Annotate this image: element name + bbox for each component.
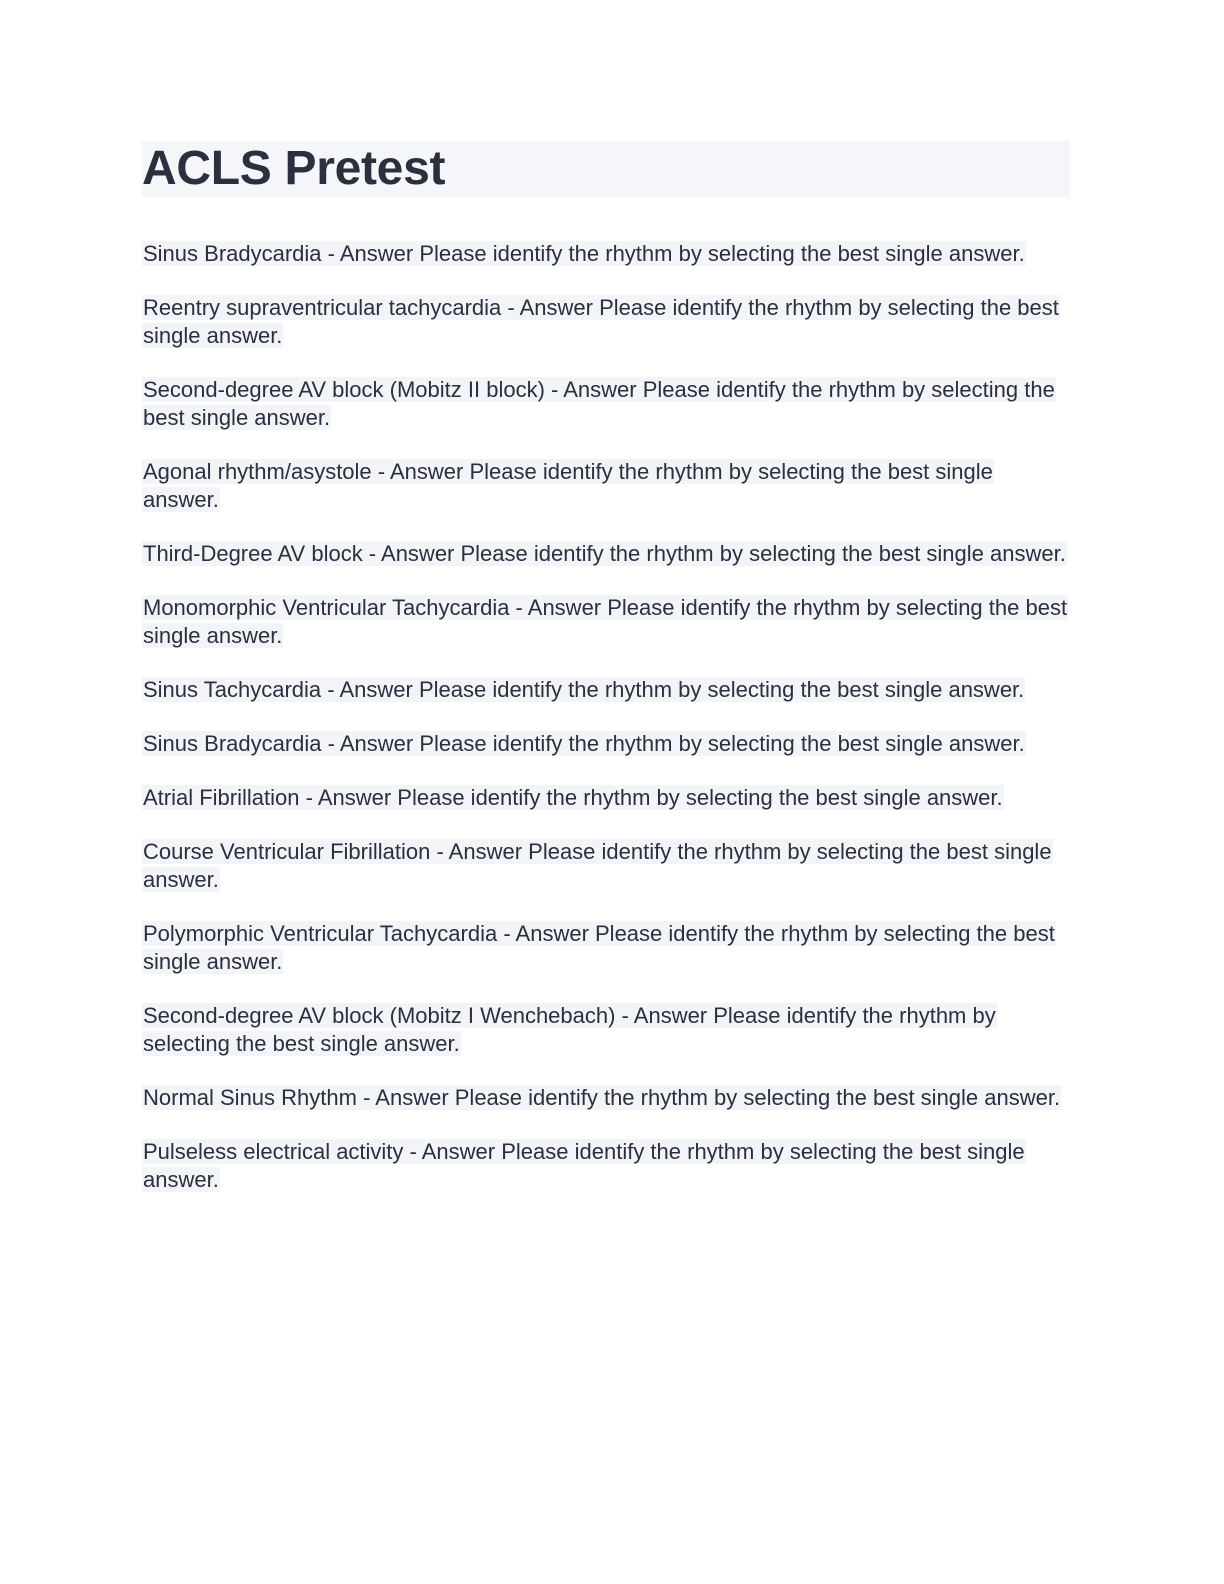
entry-list	[142, 240, 1070, 1194]
entry-text: Agonal rhythm/asystole - Answer Please identify the rhythm by selecting the best single answer.	[143, 459, 993, 512]
entry-text: Pulseless electrical activity - Answer Please identify the rhythm by selecting the best single answer.	[143, 1139, 1025, 1192]
entry-text: Third-Degree AV block - Answer Please identify the rhythm by selecting the best single answer.	[143, 541, 1066, 566]
entry	[142, 676, 1070, 704]
entry-text: Second-degree AV block (Mobitz II block) - Answer Please identify the rhythm by selecting the best single answer.	[143, 377, 1055, 430]
entry	[142, 1084, 1070, 1112]
entry	[142, 540, 1070, 568]
entry	[142, 294, 1070, 350]
entry	[142, 838, 1070, 894]
entry-text: Normal Sinus Rhythm - Answer Please identify the rhythm by selecting the best single answer.	[143, 1085, 1061, 1110]
entry	[142, 594, 1070, 650]
entry	[142, 784, 1070, 812]
entry	[142, 920, 1070, 976]
page-title: ACLS Pretest	[142, 142, 446, 195]
entry	[142, 1002, 1070, 1058]
entry-text: Sinus Bradycardia - Answer Please identify the rhythm by selecting the best single answer.	[143, 731, 1025, 756]
entry-text: Second-degree AV block (Mobitz I Wenchebach) - Answer Please identify the rhythm by selecting the best single answer.	[143, 1003, 996, 1056]
entry	[142, 730, 1070, 758]
entry-text: Atrial Fibrillation - Answer Please identify the rhythm by selecting the best single answer.	[143, 785, 1003, 810]
document-page	[142, 141, 1070, 1220]
entry	[142, 458, 1070, 514]
entry	[142, 376, 1070, 432]
entry-text: Monomorphic Ventricular Tachycardia - Answer Please identify the rhythm by selecting the best single answer.	[143, 595, 1068, 648]
entry	[142, 240, 1070, 268]
entry-text: Polymorphic Ventricular Tachycardia - Answer Please identify the rhythm by selecting the best single answer.	[143, 921, 1055, 974]
title-block	[142, 141, 1070, 197]
entry-text: Reentry supraventricular tachycardia - Answer Please identify the rhythm by selecting the best single answer.	[143, 295, 1059, 348]
entry-text: Sinus Bradycardia - Answer Please identify the rhythm by selecting the best single answer.	[143, 241, 1025, 266]
entry-text: Course Ventricular Fibrillation - Answer Please identify the rhythm by selecting the best single answer.	[143, 839, 1052, 892]
entry	[142, 1138, 1070, 1194]
entry-text: Sinus Tachycardia - Answer Please identify the rhythm by selecting the best single answer.	[143, 677, 1025, 702]
